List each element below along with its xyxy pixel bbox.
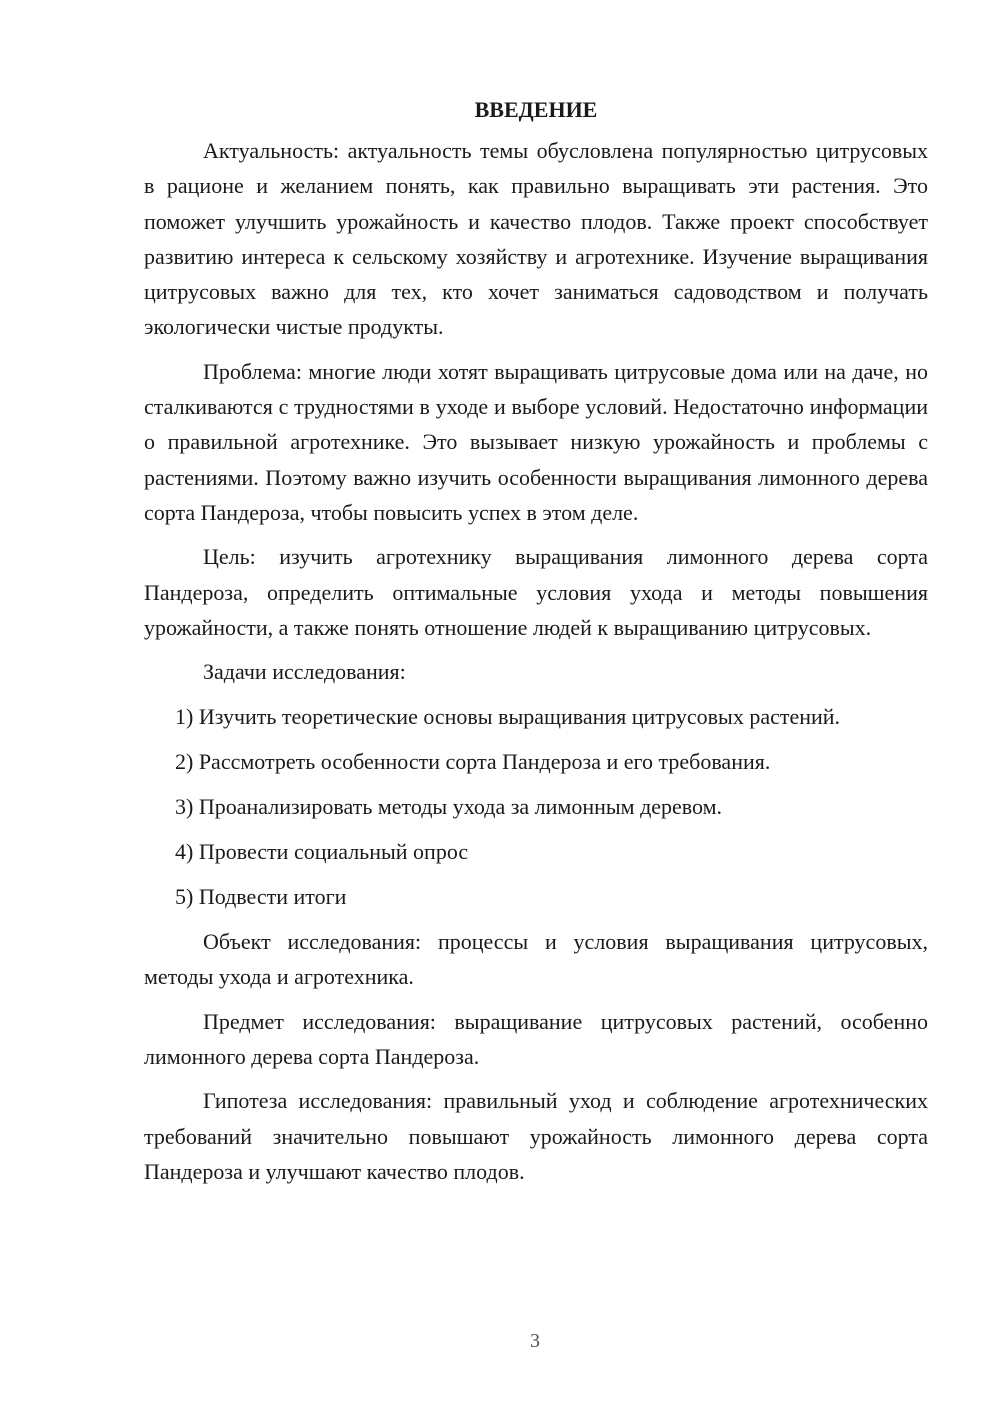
tasks-heading: Задачи исследования: bbox=[203, 659, 406, 685]
paragraph-object: Объект исследования: процессы и условия выращивания цитрусовых, методы ухода и агротехника. bbox=[144, 929, 928, 990]
paragraph-problem: Проблема: многие люди хотят выращивать цитрусовые дома или на даче, но сталкиваются с трудностями в уходе и выборе условий. Недостаточно информации о правильной агротехнике. Это вызывает низкую урожайность и проблемы с растениями. Поэтому важно изучить особенности выращивания лимонного дерева сорта Пандероза, чтобы повысить успех в этом деле. bbox=[144, 358, 928, 525]
paragraph-hypothesis: Гипотеза исследования: правильный уход и соблюдение агротехнических требований значительно повышают урожайность лимонного дерева сорта Пандероза и улучшают качество плодов. bbox=[144, 1088, 928, 1184]
tasks-list bbox=[144, 699, 928, 914]
paragraph-goal: Цель: изучить агротехнику выращивания лимонного дерева сорта Пандероза, определить оптимальные условия ухода и методы повышения урожайности, а также понять отношение людей к выращиванию цитрусовых. bbox=[144, 544, 928, 640]
list-item: 4) Провести социальный опрос bbox=[175, 839, 469, 865]
document-page bbox=[144, 92, 928, 1198]
paragraph-subject: Предмет исследования: выращивание цитрусовых растений, особенно лимонного дерева сорта Пандероза. bbox=[144, 1008, 928, 1070]
list-item: 1) Изучить теоретические основы выращивания цитрусовых растений. bbox=[175, 704, 841, 730]
list-item: 2) Рассмотреть особенности сорта Пандероза и его требования. bbox=[175, 749, 771, 775]
paragraph-relevance: Актуальность: актуальность темы обусловлена популярностью цитрусовых в рационе и желанием понять, как правильно выращивать эти растения. Это поможет улучшить урожайность и качество плодов. Также проект способствует развитию интереса к сельскому хозяйству и агротехнике. Изучение выращивания цитрусовых важно для тех, кто хочет заниматься садоводством и получать экологически чистые продукты. bbox=[144, 138, 928, 340]
page-title: ВВЕДЕНИЕ bbox=[474, 97, 598, 122]
page-number: 3 bbox=[530, 1330, 540, 1352]
list-item: 5) Подвести итоги bbox=[175, 884, 347, 910]
list-item: 3) Проанализировать методы ухода за лимонным деревом. bbox=[175, 794, 723, 820]
